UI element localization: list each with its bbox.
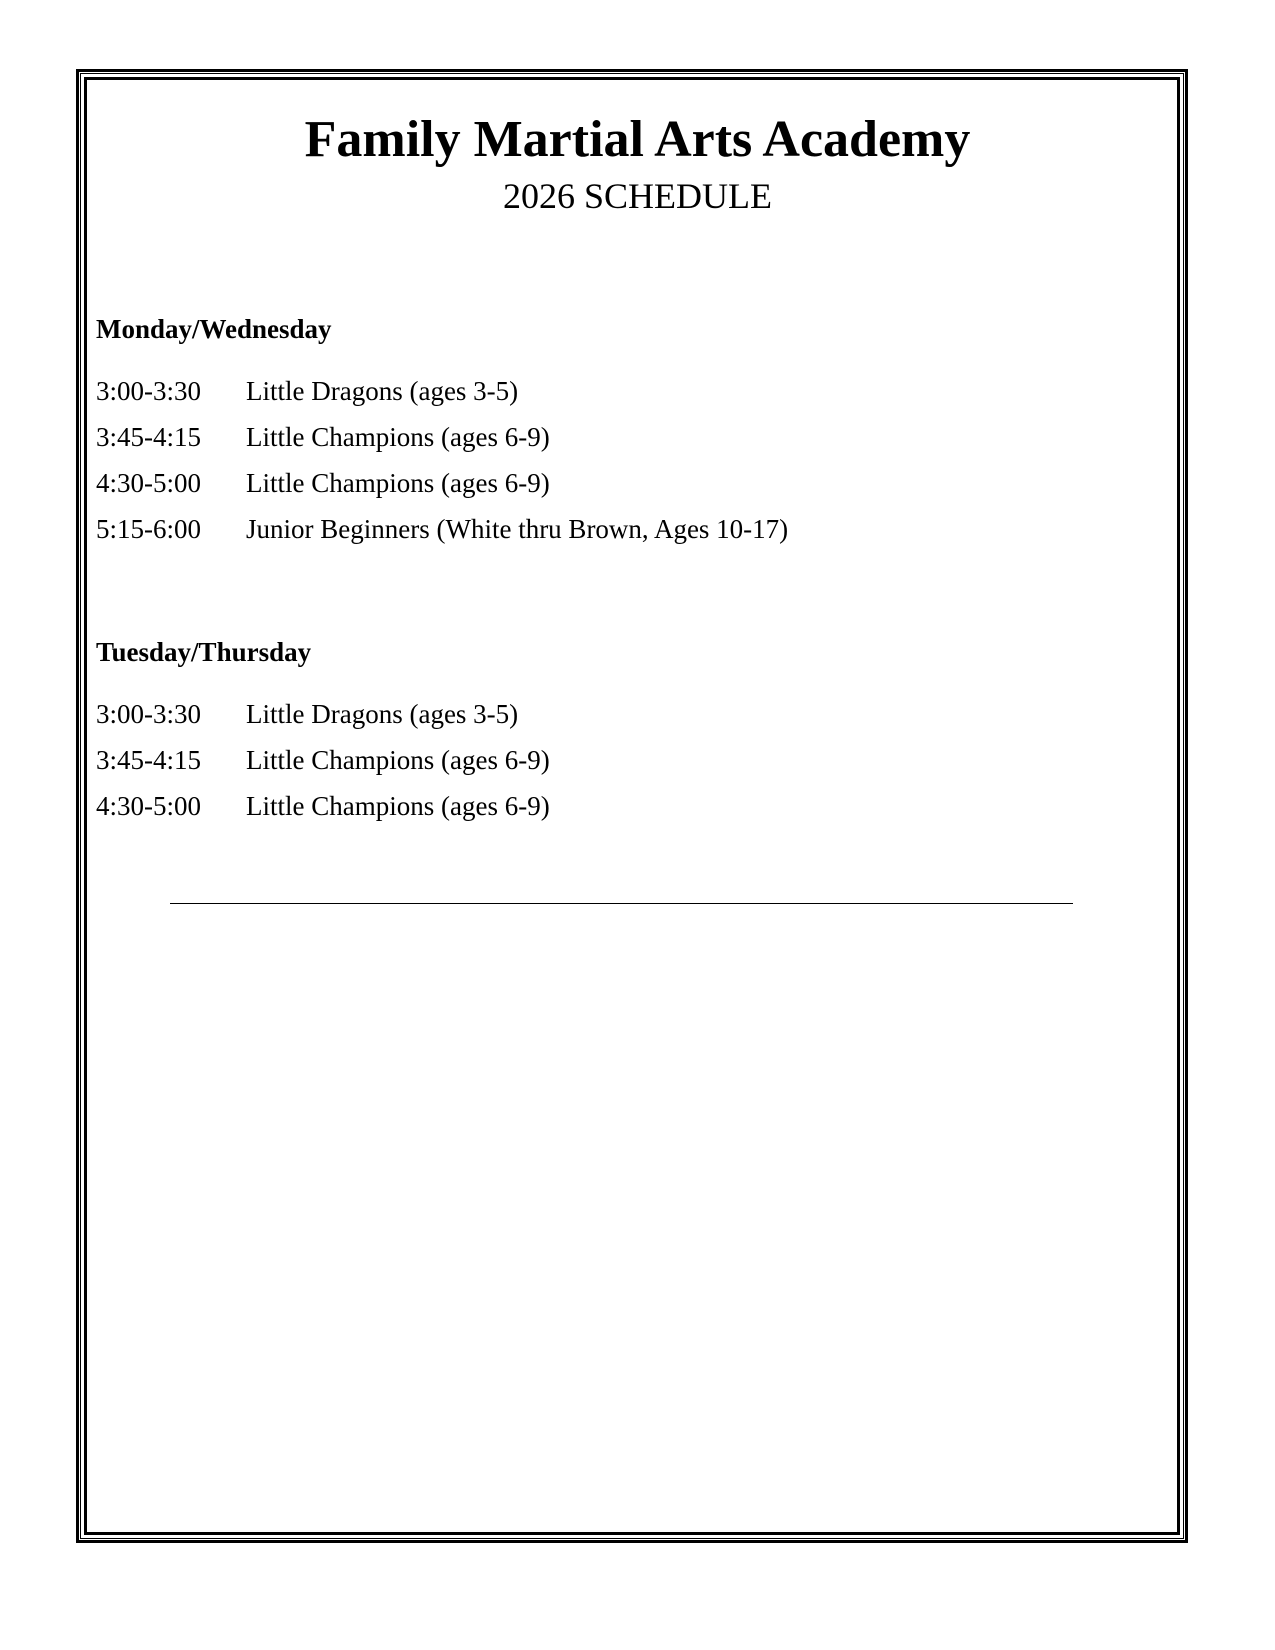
horizontal-separator <box>170 903 1073 904</box>
schedule-row <box>96 737 550 783</box>
page-title: Family Martial Arts Academy <box>304 111 971 168</box>
class-name: Little Champions (ages 6-9) <box>246 745 550 775</box>
class-time: 5:15-6:00 <box>96 514 201 544</box>
schedule-row <box>96 691 550 737</box>
schedule-row <box>96 506 788 552</box>
schedule-row <box>96 414 788 460</box>
class-time: 4:30-5:00 <box>96 791 201 821</box>
page-subtitle: 2026 SCHEDULE <box>503 176 772 216</box>
schedule-row <box>96 368 788 414</box>
class-name: Little Dragons (ages 3-5) <box>246 376 519 406</box>
schedule-section-tuesday-thursday <box>96 635 550 829</box>
class-name: Little Champions (ages 6-9) <box>246 468 550 498</box>
schedule-row <box>96 783 550 829</box>
section-heading: Monday/Wednesday <box>96 314 332 344</box>
class-time: 3:45-4:15 <box>96 745 201 775</box>
class-name: Little Champions (ages 6-9) <box>246 791 550 821</box>
class-name: Little Dragons (ages 3-5) <box>246 699 519 729</box>
schedule-row <box>96 460 788 506</box>
class-time: 3:45-4:15 <box>96 422 201 452</box>
class-name: Little Champions (ages 6-9) <box>246 422 550 452</box>
class-time: 3:00-3:30 <box>96 699 201 729</box>
class-time: 4:30-5:00 <box>96 468 201 498</box>
section-heading: Tuesday/Thursday <box>96 637 312 667</box>
class-time: 3:00-3:30 <box>96 376 201 406</box>
class-name: Junior Beginners (White thru Brown, Ages 10-17) <box>246 514 789 544</box>
schedule-section-monday-wednesday <box>96 312 788 552</box>
